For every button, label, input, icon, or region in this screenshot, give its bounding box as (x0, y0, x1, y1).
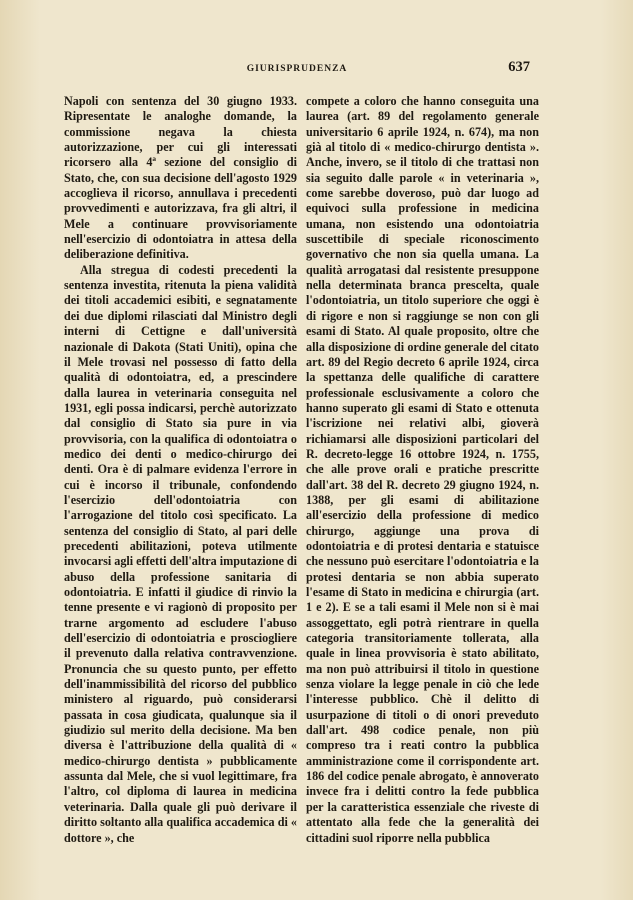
right-column (306, 94, 539, 846)
left-paragraph-2: Alla stregua di codesti precedenti la sentenza investita, ritenuta la piena validità dei titoli accademici esibiti, e segnatamente dei due diplomi rilasciati dal Ministro degli interni di Cettigne e dall'università nazionale di Dakota (Stati Uniti), opina che il Mele trovasi nel possesso di fatto della qualità di odontoiatra, ed, a prescindere dalla laurea in veterinaria conseguita nel 1931, egli possa indicarsi, perchè autorizzato dal consiglio di Stato sia pure in via provvisoria, con la qualifica di odontoiatra o medico dei denti o medico-chirurgo dei denti. Ora è di palmare evidenza l'errore in cui è incorso il tribunale, confondendo l'esercizio dell'odontoiatria con l'arrogazione del titolo così specificato. La sentenza del consiglio di Stato, al pari delle precedenti abilitazioni, poteva utilmente invocarsi agli effetti dell'altra imputazione di abuso della professione sanitaria di odontoiatria. E infatti il giudice di rinvio la tenne presente e vi ragionò di proposito per trarne argomento ad escludere l'abuso dell'esercizio di odontoiatria e prosciogliere il prevenuto dalla relativa contravvenzione. Pronuncia che su questo punto, per effetto dell'inammissibilità del ricorso del pubblico ministero al riguardo, può considerarsi passata in cosa giudicata, qualunque sia il giudizio sul merito della decisione. Ma ben diversa è l'attribuzione della qualità di « medico-chirurgo dentista » pubblicamente assunta dal Mele, che si vuol legittimare, fra l'altro, col diploma di laurea in medicina veterinaria. Dalla quale gli può derivare il diritto soltanto alla qualifica accademica di « dottore », che (64, 262, 298, 845)
page-number: 637 (508, 59, 530, 75)
left-column (64, 94, 297, 846)
left-paragraph-1: Napoli con sentenza del 30 giugno 1933. Ripresentate le analoghe domande, la commissione negava la chiesta autorizzazione, per cui gli interessati ricorsero alla 4ª sezione del consiglio di Stato, che, con sua decisione dell'agosto 1929 accoglieva il ricorso, annullava i precedenti provvedimenti e autorizzava, fra gli altri, il Mele a continuare provvisoriamente nell'esercizio di odontoiatra in attesa della deliberazione definitiva. (64, 94, 297, 262)
page-header (64, 58, 530, 80)
running-head: GIURISPRUDENZA (246, 64, 348, 74)
right-paragraph-1: compete a coloro che hanno conseguita una laurea (art. 89 del regolamento generale universitario 6 aprile 1924, n. 674), ma non già al titolo di « medico-chirurgo dentista ». Anche, invero, se il titolo di che trattasi non sia seguito dalle parole « in veterinaria », come sarebbe doveroso, può dar luogo ad equivoci sulla professione in medicina umana, non esistendo una odontoiatria suscettibile di speciale riconoscimento governativo che non sia quella umana. La qualità arrogatasi dal resistente presuppone nella determinata branca prescelta, quale l'odontoiatria, un titolo superiore che oggi è di rigore e non si raggiunge se non con gli esami di Stato. Al quale proposito, oltre che alla disposizione di ordine generale del citato art. 89 del Regio decreto 6 aprile 1924, circa la spettanza delle qualifiche di carattere professionale esclusivamente a coloro che hanno superato gli esami di Stato e ottenuta l'iscrizione nei relativi albi, gioverà richiamarsi alle disposizioni particolari del R. decreto-legge 16 ottobre 1924, n. 1755, che alle prove orali e pratiche prescritte dall'art. 38 del R. decreto 29 giugno 1924, n. 1388, per gli esami di abilitazione all'esercizio della professione di medico chirurgo, aggiunge una prova di odontoiatria e di protesi dentaria e statuisce che nessuno può esercitare l'odontoiatria e la protesi dentaria se non abbia superato l'esame di Stato in medicina e chirurgia (art. 1 e 2). E se a tali esami il Mele non si è mai assoggettato, egli potrà rientrare in quella categoria transitoriamente tollerata, alla quale in linea provvisoria è stato abilitato, ma non può attribuirsi il titolo in questione senza violare la legge penale in ciò che lede l'interesse pubblico. Chè il delitto di usurpazione di titoli o di onori preveduto dall'art. 498 codice penale, non più compreso tra i reati contro la pubblica amministrazione come il corrispondente art. 186 del codice penale abrogato, è annoverato invece fra i delitti contro la fede pubblica per la caratteristica essenziale che riveste di attentato alla fede che la generalità dei cittadini suol riporre nella pubblica (306, 94, 539, 845)
